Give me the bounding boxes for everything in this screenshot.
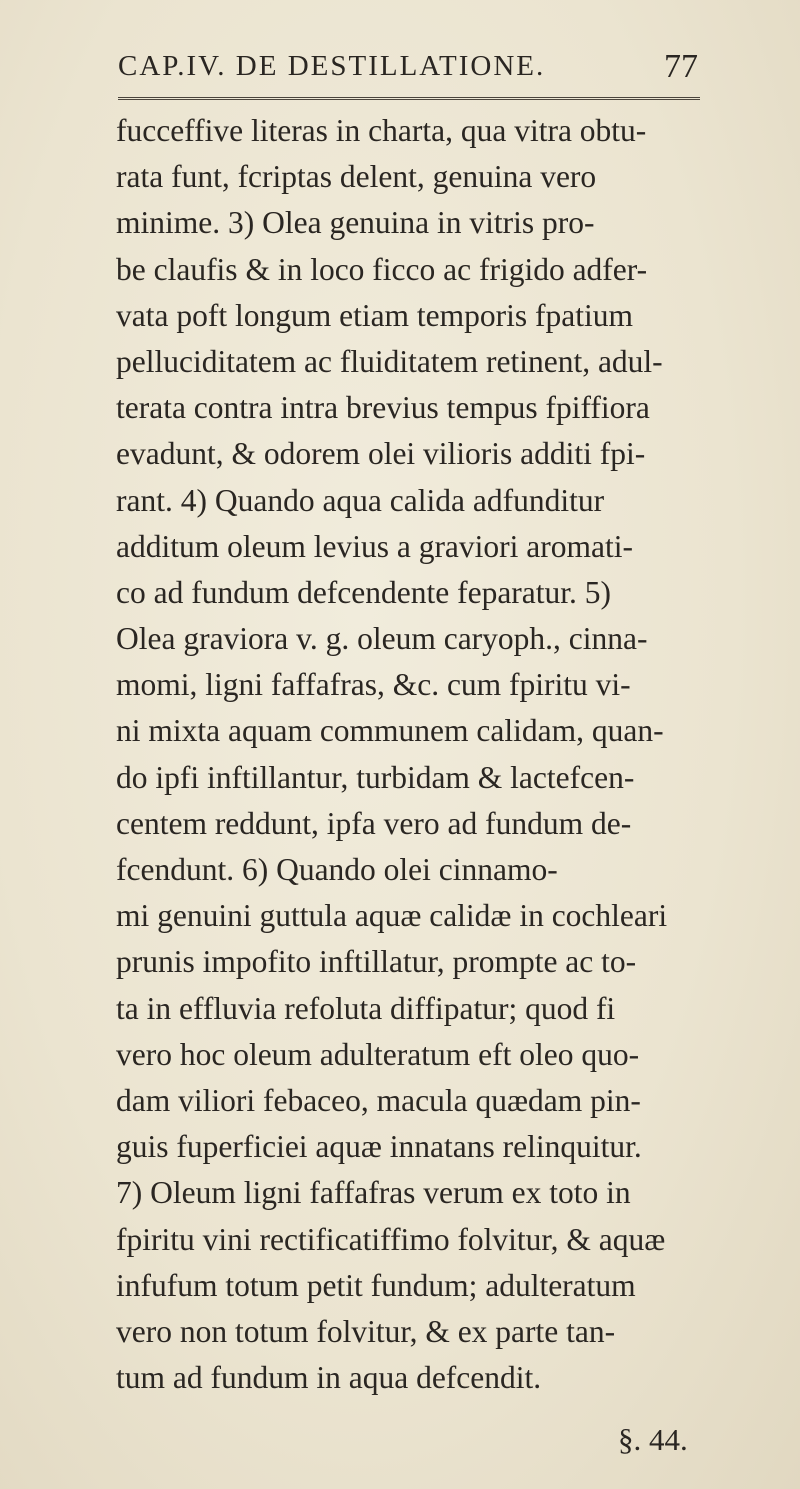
text-line: vata poft longum etiam temporis fpatium	[116, 297, 634, 333]
text-line: vero non totum folvitur, & ex parte tan-	[116, 1313, 616, 1349]
text-line: fucceffive literas in charta, qua vitra obtu-	[116, 113, 647, 148]
text-line: centem reddunt, ipfa vero ad fundum de-	[116, 805, 632, 841]
text-line: momi, ligni faffafras, &c. cum fpiritu vi-	[116, 667, 631, 703]
text-line: ni mixta aquam communem calidam, quan-	[116, 713, 664, 749]
text-line: vero hoc oleum adulteratum eft oleo quo-	[116, 1036, 640, 1072]
text-line: infufum totum petit fundum; adulteratum	[116, 1267, 636, 1303]
catchword: §. 44.	[618, 1422, 688, 1457]
text-line: be claufis & in loco ficco ac frigido adfer-	[116, 251, 648, 287]
text-line: guis fuperficiei aquæ innatans relinquitur.	[116, 1129, 642, 1165]
text-line: tum ad fundum in aqua defcendit.	[116, 1360, 542, 1396]
text-line: 7) Oleum ligni faffafras verum ex toto in	[116, 1175, 631, 1211]
text-line: do ipfi inftillantur, turbidam & lactefcen-	[116, 759, 635, 795]
text-line: rant. 4) Quando aqua calida adfunditur	[116, 482, 605, 518]
text-line: prunis impofito inftillatur, prompte ac to-	[116, 944, 637, 980]
text-line: additum oleum levius a graviori aromati-	[116, 528, 633, 564]
text-line: pelluciditatem ac fluiditatem retinent, adul-	[116, 343, 663, 379]
running-head: CAP.IV. DE DESTILLATIONE.	[118, 50, 546, 82]
text-line: rata funt, fcriptas delent, genuina vero	[116, 159, 597, 195]
body-text	[116, 108, 706, 1401]
text-line: mi genuini guttula aquæ calidæ in cochleari	[116, 898, 668, 934]
text-line: fcendunt. 6) Quando olei cinnamo-	[116, 852, 558, 887]
text-line: fpiritu vini rectificatiffimo folvitur, & aquæ	[116, 1221, 666, 1257]
text-line: Olea graviora v. g. oleum caryoph., cinna-	[116, 621, 648, 657]
text-line: terata contra intra brevius tempus fpiffiora	[116, 390, 650, 426]
text-line: minime. 3) Olea genuina in vitris pro-	[116, 205, 595, 241]
header-rule	[118, 97, 700, 100]
text-line: evadunt, & odorem olei vilioris additi fpi-	[116, 436, 646, 472]
page-header	[118, 50, 698, 94]
page-number: 77	[664, 48, 698, 85]
text-line: co ad fundum defcendente feparatur. 5)	[116, 574, 612, 610]
text-line: ta in effluvia refoluta diffipatur; quod fi	[116, 990, 616, 1026]
text-line: dam viliori febaceo, macula quædam pin-	[116, 1082, 641, 1118]
